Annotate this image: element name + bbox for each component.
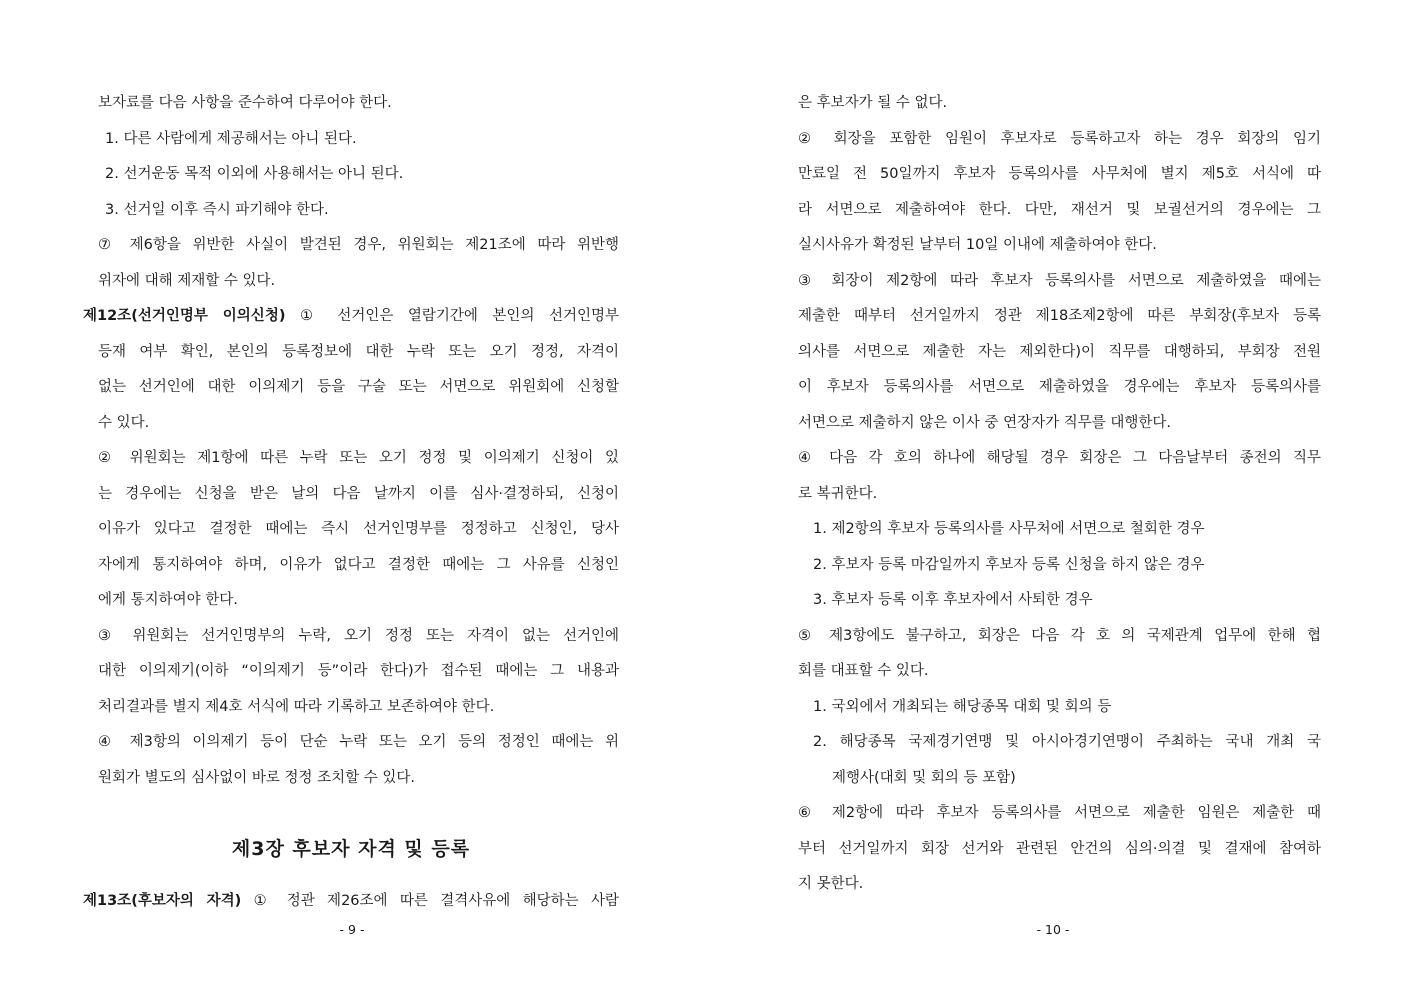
text-line: 로 복귀한다. [798, 485, 878, 502]
text-line: ⑦ 제6항을 위반한 사실이 발견된 경우, 위원회는 제21조에 따라 위반행 [98, 237, 619, 253]
article-13-heading: 제13조(후보자의 자격) [83, 893, 242, 909]
article-12-first-line [83, 299, 619, 335]
list-item: 1. 제2항의 후보자 등록의사를 사무처에 서면으로 철회한 경우 [813, 521, 1205, 537]
text-line: 에게 통지하여야 한다. [98, 592, 238, 608]
text-line: 없는 선거인에 대한 이의제기 등을 구술 또는 서면으로 위원회에 신청할 [98, 379, 619, 395]
text-line: 은 후보자가 될 수 없다. [798, 95, 948, 111]
text-line: ⑤ 제3항에도 불구하고, 회장은 다음 각 호 의 국제관계 업무에 한해 협 [798, 627, 1321, 644]
list-item: 3. 후보자 등록 이후 후보자에서 사퇴한 경우 [813, 592, 1093, 608]
page-number: - 10 - [1036, 922, 1070, 937]
list-item: 3. 선거일 이후 즉시 파기해야 한다. [105, 201, 329, 218]
article-12-text: ① 선거인은 열람기간에 본인의 선거인명부 [285, 308, 619, 324]
text-line: 라 서면으로 제출하여야 한다. 다만, 재선거 및 보궐선거의 경우에는 그 [798, 201, 1321, 218]
text-line: 처리결과를 별지 제4호 서식에 따라 기록하고 보존하여야 한다. [98, 698, 495, 715]
right-page [700, 0, 1403, 992]
list-item: 2. 선거운동 목적 이외에 사용해서는 아니 된다. [105, 166, 404, 182]
text-line: 수 있다. [98, 414, 150, 431]
list-item: 1. 국외에서 개최되는 해당종목 대회 및 회의 등 [813, 698, 1112, 715]
text-line: 는 경우에는 신청을 받은 날의 다음 날까지 이를 심사·결정하되, 신청이 [98, 485, 619, 502]
chapter-title: 제3장 후보자 자격 및 등록 [231, 838, 471, 860]
text-line: 이 후보자 등록의사를 서면으로 제출하였을 경우에는 후보자 등록의사를 [798, 379, 1321, 395]
text-line: ④ 제3항의 이의제기 등이 단순 누락 또는 오기 등의 정정인 때에는 위 [98, 734, 619, 750]
text-line: ② 회장을 포함한 임원이 후보자로 등록하고자 하는 경우 회장의 임기 [798, 130, 1321, 147]
article-13-first-line [83, 884, 619, 920]
text-line: 대한 이의제기(이하 “이의제기 등”이라 한다)가 접수된 때에는 그 내용과 [98, 663, 619, 679]
list-item: 2. 해당종목 국제경기연맹 및 아시아경기연맹이 주최하는 국내 개최 국 [813, 734, 1321, 750]
text-line: 위자에 대해 제재할 수 있다. [98, 272, 276, 289]
text-line: ③ 위원회는 선거인명부의 누락, 오기 정정 또는 자격이 없는 선거인에 [98, 627, 619, 644]
text-line: ⑥ 제2항에 따라 후보자 등록의사를 서면으로 제출한 임원은 제출한 때 [798, 805, 1321, 821]
text-line: ② 위원회는 제1항에 따른 누락 또는 오기 정정 및 이의제기 신청이 있 [98, 450, 619, 466]
page-number: - 9 - [339, 922, 365, 937]
left-page [0, 0, 700, 992]
text-line: 제출한 때부터 선거일까지 정관 제18조제2항에 따른 부회장(후보자 등록 [798, 308, 1321, 324]
left-text-column [83, 86, 619, 920]
text-line: ④ 다음 각 호의 하나에 해당될 경우 회장은 그 다음날부터 종전의 직무 [798, 450, 1321, 466]
text-line: 회를 대표할 수 있다. [798, 663, 929, 679]
list-item: 2. 후보자 등록 마감일까지 후보자 등록 신청을 하지 않은 경우 [813, 556, 1205, 573]
text-line: 의사를 서면으로 제출한 자는 제외한다)이 직무를 대행하되, 부회장 전원 [798, 343, 1321, 360]
text-line: 이유가 있다고 결정한 때에는 즉시 선거인명부를 정정하고 신청인, 당사 [98, 521, 619, 537]
text-line: 실시사유가 확정된 날부터 10일 이내에 제출하여야 한다. [798, 237, 1157, 253]
text-line: 지 못한다. [798, 876, 864, 892]
text-line: 부터 선거일까지 회장 선거와 관련된 안건의 심의·의결 및 결재에 참여하 [798, 840, 1321, 857]
article-12-heading: 제12조(선거인명부 이의신청) [83, 308, 286, 324]
text-line: 자에게 통지하여야 하며, 이유가 없다고 결정한 때에는 그 사유를 신청인 [98, 556, 619, 573]
list-item: 1. 다른 사람에게 제공해서는 아니 된다. [105, 130, 357, 147]
text-line: 등재 여부 확인, 본인의 등록정보에 대한 누락 또는 오기 정정, 자격이 [98, 343, 619, 360]
article-13-text: ① 정관 제26조에 따른 결격사유에 해당하는 사람 [241, 893, 619, 909]
text-line: 서면으로 제출하지 않은 이사 중 연장자가 직무를 대행한다. [798, 414, 1172, 431]
text-line: 보자료를 다음 사항을 준수하여 다루어야 한다. [98, 95, 392, 111]
list-item-continuation: 제행사(대회 및 회의 등 포함) [832, 769, 1016, 786]
right-text-column [798, 86, 1321, 903]
text-line: 만료일 전 50일까지 후보자 등록의사를 사무처에 별지 제5호 서식에 따 [798, 166, 1321, 182]
text-line: 원회가 별도의 심사없이 바로 정정 조치할 수 있다. [98, 769, 416, 786]
text-line: ③ 회장이 제2항에 따라 후보자 등록의사를 서면으로 제출하였을 때에는 [798, 272, 1321, 289]
